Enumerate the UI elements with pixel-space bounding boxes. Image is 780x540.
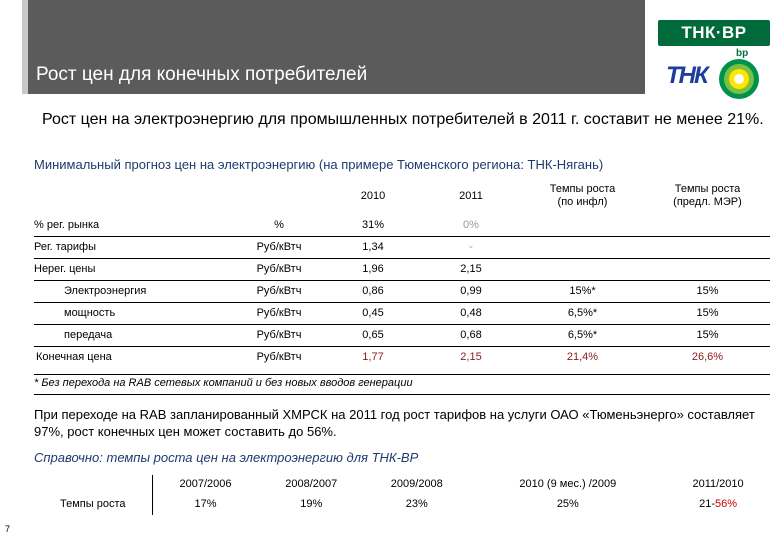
rab-paragraph: При переходе на RAB запланированный ХМРСК на 2011 год рост тарифов на услуги ОАО «Тюменьэнерго» составляет 97%, рост конечных цен может составить до 56%. — [34, 407, 755, 439]
reference-caption: Справочно: темпы роста цен на электроэнергию для ТНК-ВР — [34, 450, 419, 465]
row-inf: 15%* — [520, 280, 645, 302]
row-2011: 0,99 — [422, 280, 520, 302]
logo-text: ТНК·ВР — [681, 23, 747, 42]
row-unit: Руб/кВтч — [234, 302, 324, 324]
table-subtitle: Минимальный прогноз цен на электроэнергию (на примере Тюменского региона: ТНК-Нягань) — [34, 157, 604, 172]
header-unit — [234, 178, 324, 214]
row-2010: 31% — [324, 214, 422, 236]
header-growth-inflation — [520, 178, 645, 214]
header-2010: 2010 — [360, 189, 386, 202]
row-label: Нерег. цены — [34, 258, 234, 280]
growth-value-2011 — [666, 493, 770, 515]
growth-header-row — [34, 475, 770, 493]
growth-header: 2007/2006 — [179, 478, 232, 490]
row-2010: 1,34 — [324, 236, 422, 258]
row-2011: 0,68 — [422, 324, 520, 346]
row-2010: 0,86 — [324, 280, 422, 302]
row-mer: 15% — [645, 302, 770, 324]
row-label: мощность — [34, 302, 234, 324]
row-unit: Руб/кВтч — [234, 258, 324, 280]
table-row — [34, 214, 770, 236]
row-label: % рег. рынка — [34, 214, 234, 236]
row-unit: % — [234, 214, 324, 236]
header-label — [34, 178, 234, 214]
row-2011: 0,48 — [422, 302, 520, 324]
bp-label: bp — [736, 48, 749, 59]
banner-edge — [22, 0, 28, 94]
row-inf — [520, 214, 645, 236]
row-2010: 1,77 — [362, 351, 384, 364]
table-row — [34, 236, 770, 258]
table-row — [34, 324, 770, 346]
row-2011: 2,15 — [460, 351, 482, 364]
bp-sun-icon — [718, 58, 760, 100]
row-label: Электроэнергия — [34, 280, 234, 302]
header-2011: 2011 — [459, 189, 483, 202]
growth-header: 2011/2010 — [692, 478, 744, 490]
row-inf: 6,5%* — [520, 324, 645, 346]
growth-header: 2008/2007 — [285, 478, 338, 490]
row-2011: 0% — [422, 214, 520, 236]
headline — [34, 110, 764, 129]
growth-value: 17% — [194, 498, 217, 510]
row-unit: Руб/кВтч — [234, 280, 324, 302]
footnote: * Без перехода на RAB сетевых компаний и без новых вводов генерации — [34, 377, 413, 389]
row-inf: 21,4% — [566, 351, 599, 364]
divider — [34, 374, 770, 375]
row-mer: 15% — [645, 324, 770, 346]
table-row — [34, 258, 770, 280]
row-mer — [645, 258, 770, 280]
row-2011: - — [422, 236, 520, 258]
divider — [34, 394, 770, 395]
growth-rates-table — [34, 475, 770, 515]
growth-value: 19% — [300, 498, 323, 510]
header-growth-inflation-text: Темпы роста (по инфл) — [549, 183, 616, 208]
table-row-total — [34, 346, 770, 368]
price-forecast-table — [34, 178, 770, 368]
row-mer — [645, 214, 770, 236]
tnk-logo-mark: ТНК — [666, 62, 707, 89]
row-2010: 0,65 — [324, 324, 422, 346]
row-label: Конечная цена — [36, 351, 112, 364]
growth-value-high: 56% — [714, 498, 738, 510]
growth-value-row — [34, 493, 770, 515]
row-unit: Руб/кВтч — [256, 351, 302, 364]
row-label: Рег. тарифы — [34, 236, 234, 258]
row-mer: 15% — [645, 280, 770, 302]
headline-text: Рост цен на электроэнергию для промышленных потребителей в 2011 г. составит не менее 21%. — [42, 111, 764, 128]
header-banner — [22, 0, 645, 94]
row-inf: 6,5%* — [520, 302, 645, 324]
page-number: 7 — [5, 524, 11, 534]
row-label: передача — [34, 324, 234, 346]
growth-value: 25% — [556, 498, 579, 510]
row-inf — [520, 258, 645, 280]
row-unit: Руб/кВтч — [234, 236, 324, 258]
row-unit: Руб/кВтч — [234, 324, 324, 346]
table-row — [34, 280, 770, 302]
row-mer — [645, 236, 770, 258]
row-inf — [520, 236, 645, 258]
table-row — [34, 302, 770, 324]
table-header-row — [34, 178, 770, 214]
growth-row-label: Темпы роста — [34, 493, 152, 515]
header-growth-mer — [645, 178, 770, 214]
page-title: Рост цен для конечных потребителей — [36, 64, 368, 85]
growth-value-low: 21- — [699, 498, 715, 510]
row-2010: 0,45 — [324, 302, 422, 324]
growth-header: 2010 (9 мес.) /2009 — [519, 478, 617, 490]
row-2010: 1,96 — [324, 258, 422, 280]
growth-header-blank — [34, 475, 152, 493]
growth-header: 2009/2008 — [390, 478, 443, 490]
growth-value: 23% — [405, 498, 428, 510]
row-mer: 26,6% — [691, 351, 724, 364]
header-growth-mer-text: Темпы роста (предл. МЭР) — [673, 183, 742, 208]
tnk-bp-logo — [658, 20, 770, 46]
row-2011: 2,15 — [422, 258, 520, 280]
